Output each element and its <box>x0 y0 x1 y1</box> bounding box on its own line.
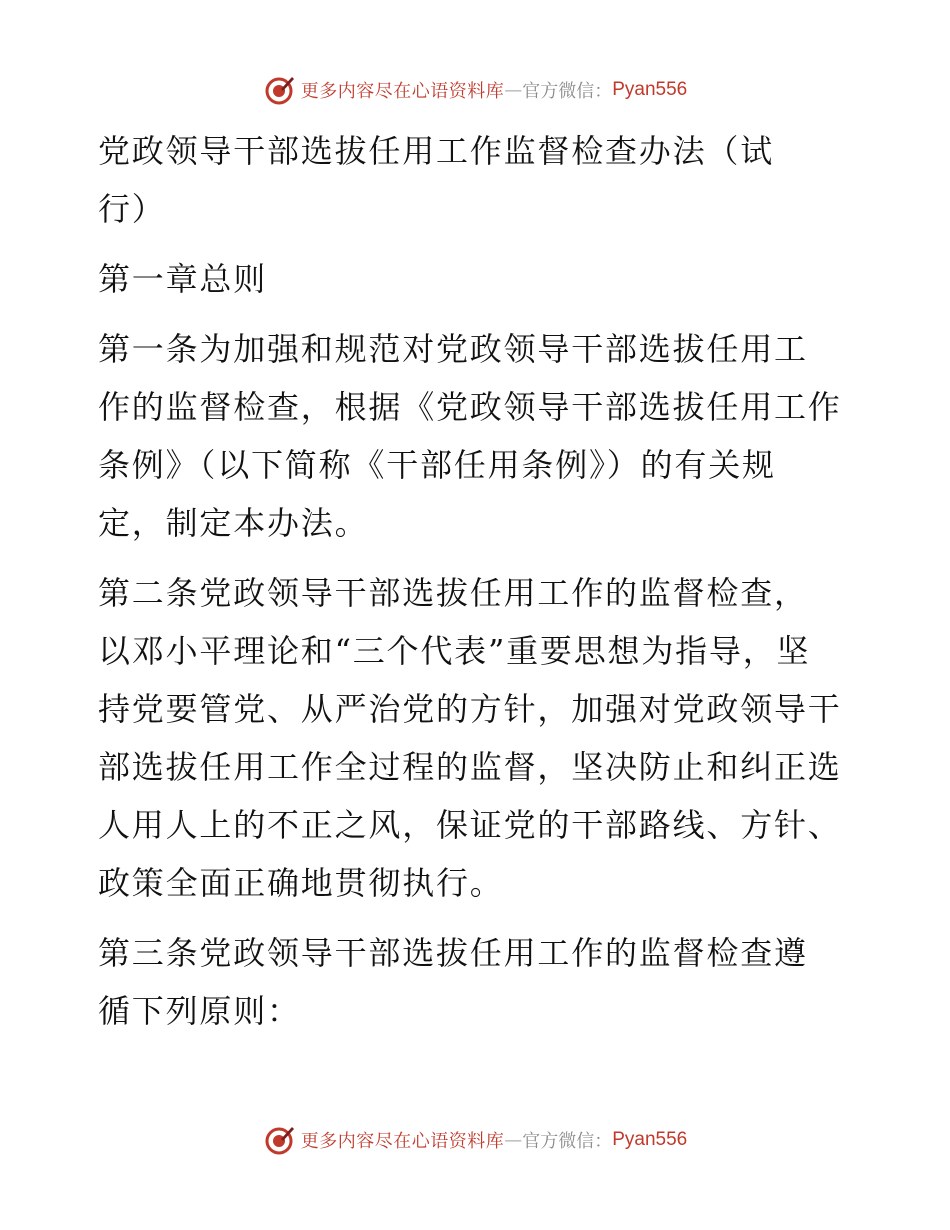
pen-seal-logo-icon <box>263 74 295 106</box>
footer-watermark <box>0 1120 950 1160</box>
watermark-wechat-id: Pyan556 <box>612 1129 688 1150</box>
title-line: 党政领导干部选拔任用工作监督检查办法（试 <box>98 132 775 170</box>
document-body <box>98 122 854 1040</box>
article-line: 作的监督检查，根据《党政领导干部选拔任用工作 <box>98 388 842 426</box>
article-line: 部选拔任用工作全过程的监督，坚决防止和纠正选 <box>98 748 842 786</box>
article-line: 以邓小平理论和“三个代表”重要思想为指导，坚 <box>98 632 811 670</box>
article-2 <box>98 564 854 912</box>
article-line: 人用人上的不正之风，保证党的干部路线、方针、 <box>98 806 842 844</box>
watermark-dash: — <box>504 1129 523 1151</box>
watermark-label: 官方微信： <box>522 1131 613 1152</box>
article-1 <box>98 320 854 552</box>
watermark-text: 更多内容尽在心语资料库 <box>300 81 505 102</box>
article-line: 政策全面正确地贯彻执行。 <box>98 864 504 902</box>
watermark-banner <box>263 1124 688 1156</box>
article-line: 第二条党政领导干部选拔任用工作的监督检查， <box>98 574 808 612</box>
document-title <box>98 122 854 238</box>
article-line: 第一条为加强和规范对党政领导干部选拔任用工 <box>98 330 808 368</box>
chapter-heading <box>98 250 854 308</box>
watermark-label: 官方微信： <box>522 81 613 102</box>
title-line: 行） <box>98 190 166 228</box>
watermark-dash: — <box>504 79 523 101</box>
watermark-banner <box>263 74 688 106</box>
article-line: 持党要管党、从严治党的方针，加强对党政领导干 <box>98 690 842 728</box>
article-3 <box>98 924 854 1040</box>
header-watermark <box>0 70 950 110</box>
article-line: 第三条党政领导干部选拔任用工作的监督检查遵 <box>98 934 808 972</box>
article-line: 条例》（以下简称《干部任用条例》）的有关规 <box>98 446 776 484</box>
chapter-line: 第一章总则 <box>98 260 268 298</box>
watermark-text: 更多内容尽在心语资料库 <box>300 1131 505 1152</box>
article-line: 定，制定本办法。 <box>98 504 369 542</box>
pen-seal-logo-icon <box>263 1124 295 1156</box>
watermark-wechat-id: Pyan556 <box>612 79 688 100</box>
article-line: 循下列原则： <box>98 992 301 1030</box>
